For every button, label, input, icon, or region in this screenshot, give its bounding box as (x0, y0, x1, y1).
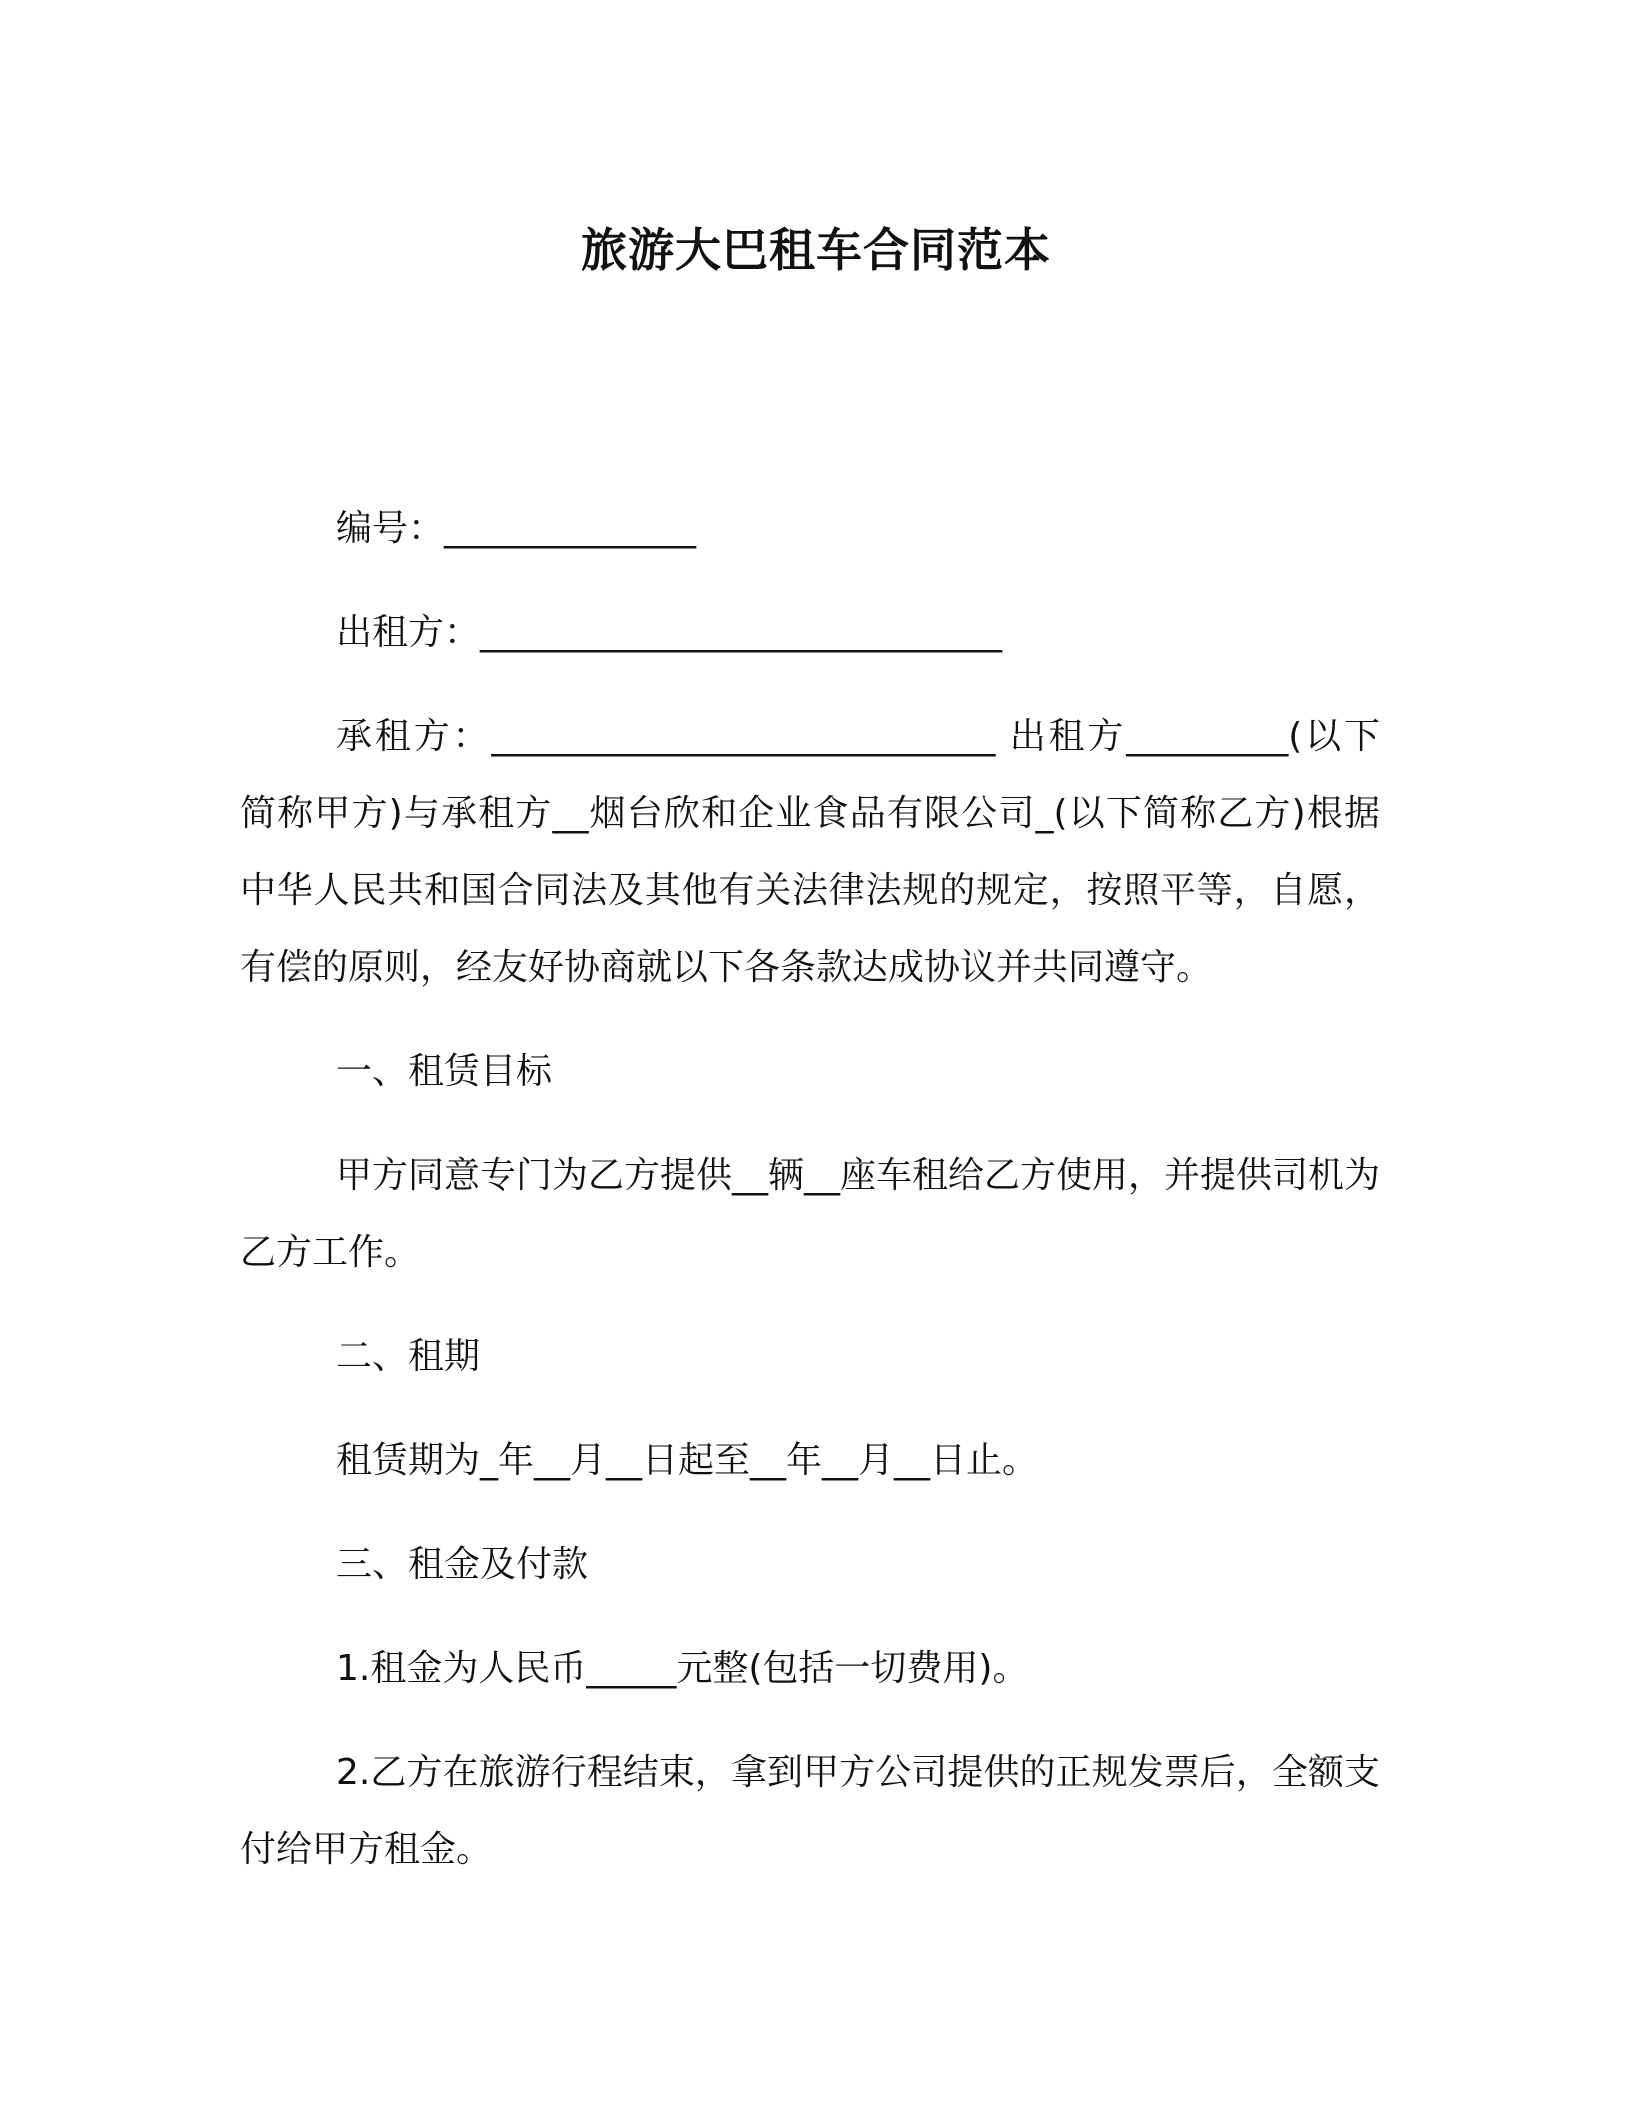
section-heading-lease-term: 二、租期 (336, 1336, 481, 1377)
payment-terms-paragraph: 2.乙方在旅游行程结束，拿到甲方公司提供的正规发票后，全额支付给甲方租金。 (240, 1752, 1380, 1870)
rent-amount-paragraph: 1.租金为人民币_____元整(包括一切费用)。 (336, 1648, 1029, 1689)
lessee-intro-paragraph: 承租方：____________________________ 出租方_________(以下简称甲方)与承租方__烟台欣和企业食品有限公司_(以下简称乙方)根据中华人民共和国合同法及其他有关法律法规的规定，按照平等，自愿，有偿的原则，经友好协商就以下各条款达成协议并共同遵守。 (240, 716, 1380, 988)
lease-term-paragraph: 租赁期为_年__月__日起至__年__月__日止。 (336, 1440, 1039, 1481)
section-heading-rent-payment: 三、租金及付款 (336, 1544, 589, 1585)
section-heading-lease-target: 一、租赁目标 (336, 1051, 553, 1092)
document-body (240, 490, 1380, 1915)
contract-number-line: 编号：______________ (336, 508, 697, 549)
lease-target-paragraph: 甲方同意专门为乙方提供__辆__座车租给乙方使用，并提供司机为乙方工作。 (240, 1155, 1381, 1273)
document-title: 旅游大巴租车合同范本 (581, 223, 1051, 277)
lessor-line: 出租方：_____________________________ (336, 612, 1003, 653)
